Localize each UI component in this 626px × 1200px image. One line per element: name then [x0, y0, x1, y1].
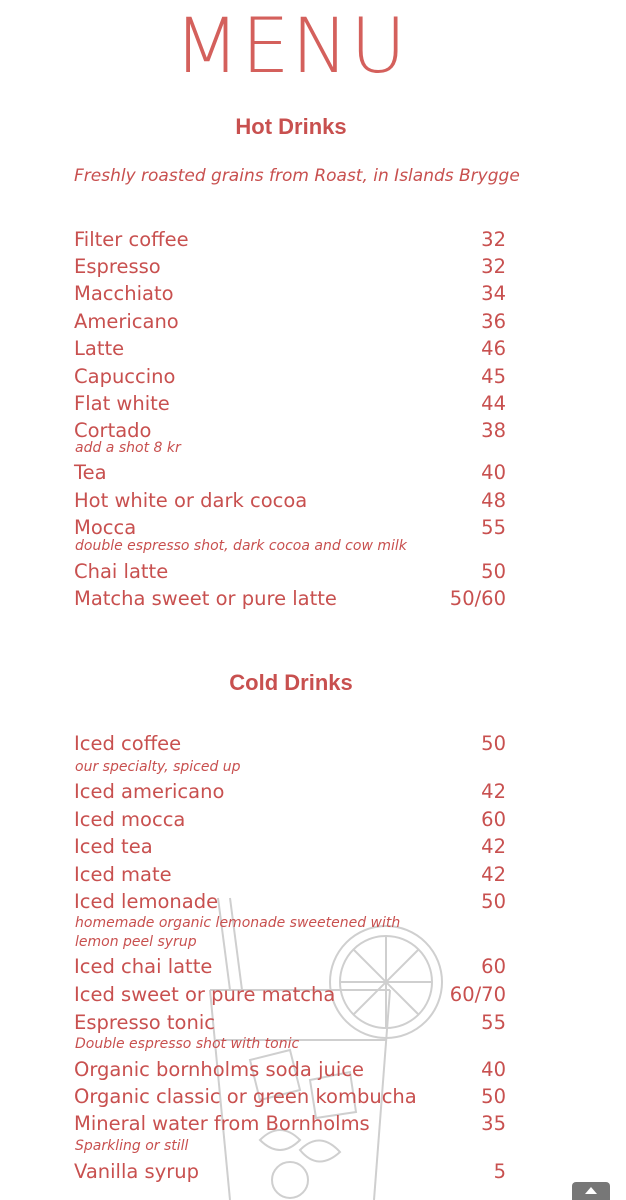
item-name: Macchiato [74, 282, 174, 305]
item-name: Filter coffee [74, 228, 189, 251]
menu-item-iced-coffee [74, 732, 506, 760]
item-note: lemon peel syrup [75, 934, 197, 950]
item-price: 45 [481, 365, 506, 388]
item-price: 60 [481, 808, 506, 831]
menu-item-vanilla-syrup [74, 1160, 506, 1188]
item-name: Iced sweet or pure matcha [74, 983, 336, 1006]
item-note: double espresso shot, dark cocoa and cow milk [75, 538, 407, 554]
hot-drinks-tagline: Freshly roasted grains from Roast, in Islands Brygge [74, 166, 520, 186]
menu-item-matcha-latte [74, 587, 506, 615]
item-price: 50 [481, 732, 506, 755]
item-price: 34 [481, 282, 506, 305]
item-price: 42 [481, 835, 506, 858]
item-note: our specialty, spiced up [75, 759, 241, 775]
menu-item-soda-juice [74, 1058, 506, 1086]
hot-drinks-heading: Hot Drinks [235, 114, 347, 139]
item-price: 40 [481, 1058, 506, 1081]
item-price: 50/60 [449, 587, 506, 610]
menu-title: MENU [173, 1, 409, 90]
item-price: 50 [481, 890, 506, 913]
item-note: Double espresso shot with tonic [75, 1036, 300, 1052]
item-price: 32 [481, 255, 506, 278]
item-name: Organic classic or green kombucha [74, 1085, 417, 1108]
item-name: Iced tea [74, 835, 153, 858]
item-price: 60 [481, 955, 506, 978]
scroll-to-top-button[interactable] [572, 1182, 610, 1200]
item-price: 50 [481, 560, 506, 583]
item-name: Espresso tonic [74, 1011, 215, 1034]
item-price: 40 [481, 461, 506, 484]
item-name: Latte [74, 337, 125, 360]
item-name: Iced lemonade [74, 890, 219, 913]
item-name: Capuccino [74, 365, 176, 388]
item-price: 42 [481, 863, 506, 886]
item-name: Iced mocca [74, 808, 186, 831]
item-price: 32 [481, 228, 506, 251]
item-price: 55 [481, 1011, 506, 1034]
item-name: Organic bornholms soda juice [74, 1058, 364, 1081]
item-name: Vanilla syrup [74, 1160, 199, 1183]
menu-item-iced-tea [74, 835, 506, 863]
item-name: Matcha sweet or pure latte [74, 587, 337, 610]
item-name: Mineral water from Bornholms [74, 1112, 370, 1135]
item-price: 36 [481, 310, 506, 333]
menu-item-mineral-water [74, 1112, 506, 1140]
scroll-to-top-icon [584, 1185, 598, 1195]
item-price: 46 [481, 337, 506, 360]
item-note: add a shot 8 kr [75, 440, 181, 456]
menu-item-cocoa [74, 489, 506, 517]
menu-item-espresso [74, 255, 506, 283]
item-name: Iced coffee [74, 732, 182, 755]
menu-item-iced-matcha [74, 983, 506, 1011]
menu-item-kombucha [74, 1085, 506, 1113]
menu-item-iced-americano [74, 780, 506, 808]
cold-drinks-heading: Cold Drinks [229, 670, 353, 695]
item-price: 55 [481, 516, 506, 539]
menu-item-flat-white [74, 392, 506, 420]
item-name: Hot white or dark cocoa [74, 489, 308, 512]
item-name: Tea [74, 461, 107, 484]
item-price: 48 [481, 489, 506, 512]
menu-item-iced-chai-latte [74, 955, 506, 983]
menu-item-latte [74, 337, 506, 365]
menu-item-chai-latte [74, 560, 506, 588]
menu-item-macchiato [74, 282, 506, 310]
item-name: Chai latte [74, 560, 169, 583]
item-price: 60/70 [449, 983, 506, 1006]
item-price: 42 [481, 780, 506, 803]
item-price: 44 [481, 392, 506, 415]
menu-item-americano [74, 310, 506, 338]
item-name: Iced chai latte [74, 955, 213, 978]
item-name: Mocca [74, 516, 137, 539]
item-name: Iced mate [74, 863, 172, 886]
item-name: Iced americano [74, 780, 225, 803]
menu-item-filter-coffee [74, 228, 506, 256]
item-note: homemade organic lemonade sweetened with [75, 915, 401, 931]
item-name: Cortado [74, 419, 152, 442]
menu-item-capuccino [74, 365, 506, 393]
item-name: Americano [74, 310, 179, 333]
menu-item-iced-mate [74, 863, 506, 891]
item-price: 38 [481, 419, 506, 442]
item-name: Flat white [74, 392, 170, 415]
menu-item-iced-mocca [74, 808, 506, 836]
item-price: 50 [481, 1085, 506, 1108]
item-name: Espresso [74, 255, 161, 278]
menu-item-tea [74, 461, 506, 489]
item-price: 35 [481, 1112, 506, 1135]
item-note: Sparkling or still [75, 1138, 189, 1154]
item-price: 5 [493, 1160, 506, 1183]
